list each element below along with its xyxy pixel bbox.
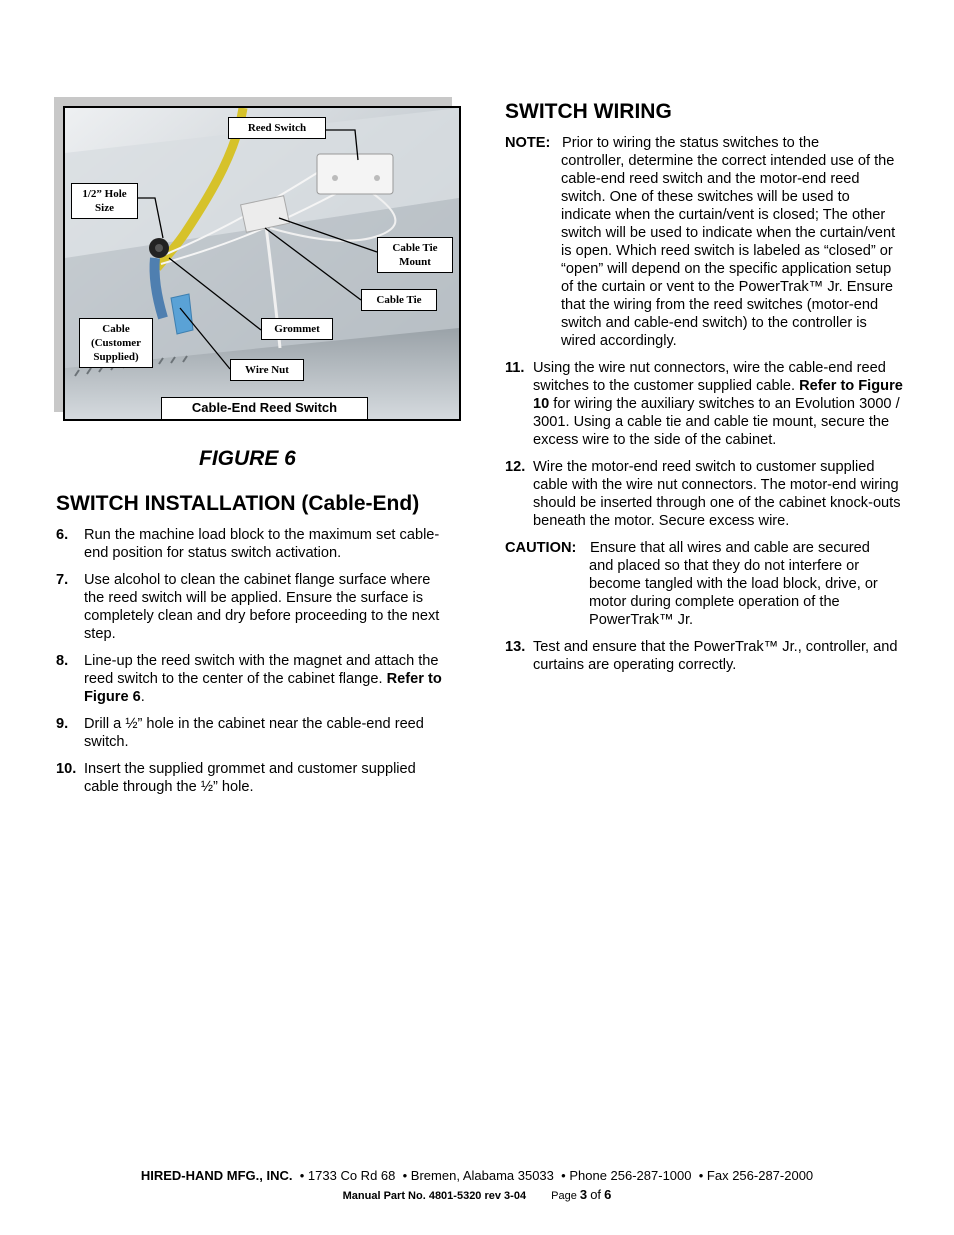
heading-switch-wiring: SWITCH WIRING xyxy=(505,100,672,123)
step-12 xyxy=(505,458,903,530)
figure-reference: Refer to Figure 10 xyxy=(533,378,903,412)
city-state: Bremen, Alabama 35033 xyxy=(410,1168,554,1183)
figure-reference: Refer to Figure 6 xyxy=(84,671,442,705)
caution-first-line: Ensure that all wires and cable are secured xyxy=(590,540,870,556)
caution-label: CAUTION: xyxy=(505,540,577,556)
page-of: of xyxy=(590,1187,602,1202)
step-number: 12. xyxy=(505,459,526,475)
page-label: Page xyxy=(551,1190,577,1202)
figure-6-photo xyxy=(63,106,461,421)
step-text: Using the wire nut connectors, wire the cable-end reed switches to the customer supplied cable. Refer to Figure 10 for wiring the auxiliary switches to an Evolution 3000 / 3001. Using a cable tie and cable tie mount, secure the excess wire to the side of the cabinet. xyxy=(533,360,903,448)
step-number: 9. xyxy=(56,716,69,732)
step-text: Run the machine load block to the maximum set cable-end position for status switch activation. xyxy=(84,527,440,561)
note-label: NOTE: xyxy=(505,135,551,151)
step-9 xyxy=(56,715,452,751)
step-text: Line-up the reed switch with the magnet and attach the reed switch to the center of the cabinet flange. Refer to Figure 6. xyxy=(84,653,442,705)
step-11 xyxy=(505,359,903,449)
note-text: controller, determine the correct intended use of the cable-end reed switch and the motor-end reed switch. One of these switches will be used to indicate when the curtain/vent is closed; The other switch will be used to indicate when the curtain/vent is open. Which reed switch is labeled as “closed” or “open” will depend on the specific application setup of the curtain or vent to the PowerTrak™ Jr. Ensure that the wiring from the reed switches (motor-end switch and cable-end switch) to the controller is wired accordingly. xyxy=(561,153,896,349)
step-6 xyxy=(56,526,452,562)
street-address: 1733 Co Rd 68 xyxy=(307,1168,396,1183)
callout-cable-tie-mount: Cable Tie Mount xyxy=(377,237,453,273)
bullet: • xyxy=(561,1168,566,1183)
page-total: 6 xyxy=(604,1187,612,1202)
figure-title: FIGURE 6 xyxy=(199,447,296,470)
step-7 xyxy=(56,571,452,643)
step-10 xyxy=(56,760,452,796)
callout-wire-nut: Wire Nut xyxy=(230,359,304,381)
footer-part-line xyxy=(0,1187,954,1202)
footer-address-line xyxy=(0,1168,954,1183)
manual-part-number: Manual Part No. 4801-5320 rev 3-04 xyxy=(342,1190,527,1202)
caution-block xyxy=(505,539,903,629)
callout-cable-tie: Cable Tie xyxy=(361,289,437,311)
company-name: HIRED-HAND MFG., INC. xyxy=(140,1168,293,1183)
step-13 xyxy=(505,638,903,674)
note-first-line: Prior to wiring the status switches to the xyxy=(562,135,820,151)
callout-reed-switch: Reed Switch xyxy=(228,117,326,139)
step-number: 11. xyxy=(505,360,525,376)
caution-text: and placed so that they do not interfere or become tangled with the load block, drive, or motor during complete operation of the PowerTrak™ Jr. xyxy=(589,558,878,628)
bullet: • xyxy=(698,1168,704,1183)
step-number: 6. xyxy=(56,527,69,543)
heading-switch-installation: SWITCH INSTALLATION (Cable-End) xyxy=(56,492,420,515)
bullet: • xyxy=(402,1168,408,1183)
bullet: • xyxy=(299,1168,305,1183)
wiring-steps xyxy=(505,134,903,683)
step-text: Drill a ½” hole in the cabinet near the cable-end reed switch. xyxy=(84,716,424,750)
callout-cable-customer-supplied: Cable (Customer Supplied) xyxy=(79,318,153,368)
step-text: Test and ensure that the PowerTrak™ Jr., controller, and curtains are operating correctly. xyxy=(533,639,898,673)
note-block xyxy=(505,134,903,350)
installation-steps xyxy=(56,526,452,805)
callout-grommet: Grommet xyxy=(261,318,333,340)
step-number: 8. xyxy=(56,653,69,669)
fax-number: Fax 256-287-2000 xyxy=(706,1168,814,1183)
callout-hole-size: 1/2” Hole Size xyxy=(71,183,138,219)
step-8 xyxy=(56,652,452,706)
step-text: Use alcohol to clean the cabinet flange surface where the reed switch will be applied. Ensure the surface is completely clean and dry before proceeding to the next step. xyxy=(84,572,440,642)
step-number: 13. xyxy=(505,639,526,655)
figure-caption-box: Cable-End Reed Switch xyxy=(161,397,368,421)
step-text: Insert the supplied grommet and customer supplied cable through the ½” hole. xyxy=(84,761,416,795)
step-number: 10. xyxy=(56,761,77,777)
phone-number: Phone 256-287-1000 xyxy=(569,1168,692,1183)
step-text: Wire the motor-end reed switch to customer supplied cable with the wire nut connectors. The motor-end wiring should be inserted through one of the cabinet knock-outs beneath the motor. Secure excess wire. xyxy=(533,459,901,529)
step-number: 7. xyxy=(56,572,69,588)
page-number: 3 xyxy=(579,1187,588,1202)
